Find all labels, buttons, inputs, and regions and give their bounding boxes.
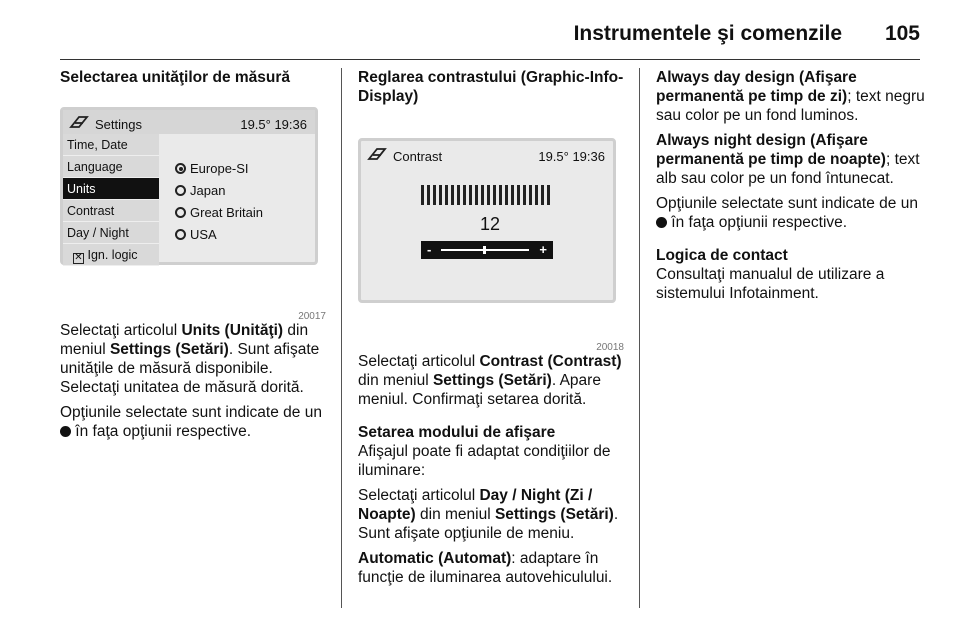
temp-time: 19.5° 19:36	[240, 117, 307, 132]
paragraph: Always night design (Afişare permanentă pe timp de noapte); text alb sau color pe un fond întunecat.	[656, 132, 920, 187]
contrast-screen	[358, 138, 616, 303]
column-1	[60, 68, 330, 447]
radio-icon	[175, 185, 186, 196]
option-label: Europe-SI	[190, 161, 249, 176]
units-options	[175, 158, 263, 246]
option-japan[interactable]	[175, 180, 263, 202]
paragraph: Afişajul poate fi adaptat condiţiilor de iluminare:	[358, 443, 611, 479]
paragraph: Automatic (Automat): adaptare în funcţie de iluminarea autovehiculului.	[358, 550, 613, 586]
option-europe-si[interactable]	[175, 158, 263, 180]
option-label: Great Britain	[190, 205, 263, 220]
paragraph: Opţiunile selectate sunt indicate de un în faţa opţiunii respective.	[60, 404, 322, 440]
contrast-slider[interactable]	[421, 241, 553, 259]
page-number: 105	[884, 22, 920, 45]
contrast-value: 12	[479, 214, 501, 234]
contrast-screen-figure	[358, 138, 628, 352]
menu-item-day-night[interactable]: Day / Night	[63, 222, 159, 244]
section-heading-units: Selectarea unităţilor de măsură	[60, 69, 291, 86]
screen-title: Settings	[95, 117, 142, 132]
settings-menu	[63, 134, 159, 266]
filled-dot-icon	[60, 426, 71, 437]
menu-item-time-date[interactable]: Time, Date	[63, 134, 159, 156]
section-heading-ignition-logic: Logica de contact	[656, 247, 788, 264]
figure-number: 20017	[298, 311, 326, 322]
paragraph: Selectaţi articolul Units (Unităţi) din meniul Settings (Setări). Sunt afişate unităţile de măsură disponibile. Selectaţi unitatea de măsură dorită.	[60, 322, 320, 396]
radio-icon	[175, 207, 186, 218]
radio-icon	[175, 229, 186, 240]
paragraph: Consultaţi manualul de utilizare a sistemului Infotainment.	[656, 266, 885, 302]
settings-icon	[367, 146, 387, 162]
checkbox-checked-icon: ✕	[74, 252, 83, 263]
option-label: USA	[190, 227, 217, 242]
column-3	[656, 68, 926, 309]
filled-dot-icon	[656, 217, 667, 228]
paragraph: Selectaţi articolul Contrast (Contrast) din meniul Settings (Setări). Apare meniul. Confirmaţi setarea dorită.	[358, 353, 622, 408]
page-header	[60, 18, 920, 60]
section-heading-contrast: Reglarea contrastului (Graphic-Info-Display)	[358, 69, 624, 105]
column-2	[358, 68, 628, 593]
paragraph: Always day design (Afişare permanentă pe timp de zi); text negru sau color pe un fond luminos.	[656, 69, 925, 124]
section-heading-display-mode: Setarea modului de afişare	[358, 424, 556, 441]
screen-title-bar	[63, 110, 315, 134]
menu-item-language[interactable]: Language	[63, 156, 159, 178]
option-label: Japan	[190, 183, 226, 198]
paragraph: Opţiunile selectate sunt indicate de un în faţa opţiunii respective.	[656, 195, 918, 231]
screen-title: Contrast	[393, 149, 443, 164]
slider-knob[interactable]	[483, 246, 486, 254]
screen-title-bar	[361, 141, 613, 165]
column-divider	[639, 68, 640, 608]
menu-item-units[interactable]: Units	[63, 178, 159, 200]
plus-icon: +	[539, 242, 547, 257]
settings-icon	[69, 114, 89, 130]
radio-selected-icon	[175, 163, 186, 174]
temp-time: 19.5° 19:36	[538, 149, 605, 164]
minus-icon: -	[427, 242, 432, 257]
menu-item-ign-logic[interactable]	[63, 244, 159, 266]
header-title: Instrumentele şi comenzile	[573, 22, 842, 45]
option-usa[interactable]	[175, 224, 263, 246]
settings-screen-figure	[60, 107, 330, 321]
column-divider	[341, 68, 342, 608]
figure-number: 20018	[596, 342, 624, 353]
menu-item-label: Ign. logic	[87, 248, 138, 262]
contrast-test-pattern	[421, 185, 551, 205]
paragraph: Selectaţi articolul Day / Night (Zi / Noapte) din meniul Settings (Setări). Sunt afişate opţiunile de meniu.	[358, 487, 619, 542]
option-great-britain[interactable]	[175, 202, 263, 224]
settings-screen	[60, 107, 318, 265]
menu-item-contrast[interactable]: Contrast	[63, 200, 159, 222]
